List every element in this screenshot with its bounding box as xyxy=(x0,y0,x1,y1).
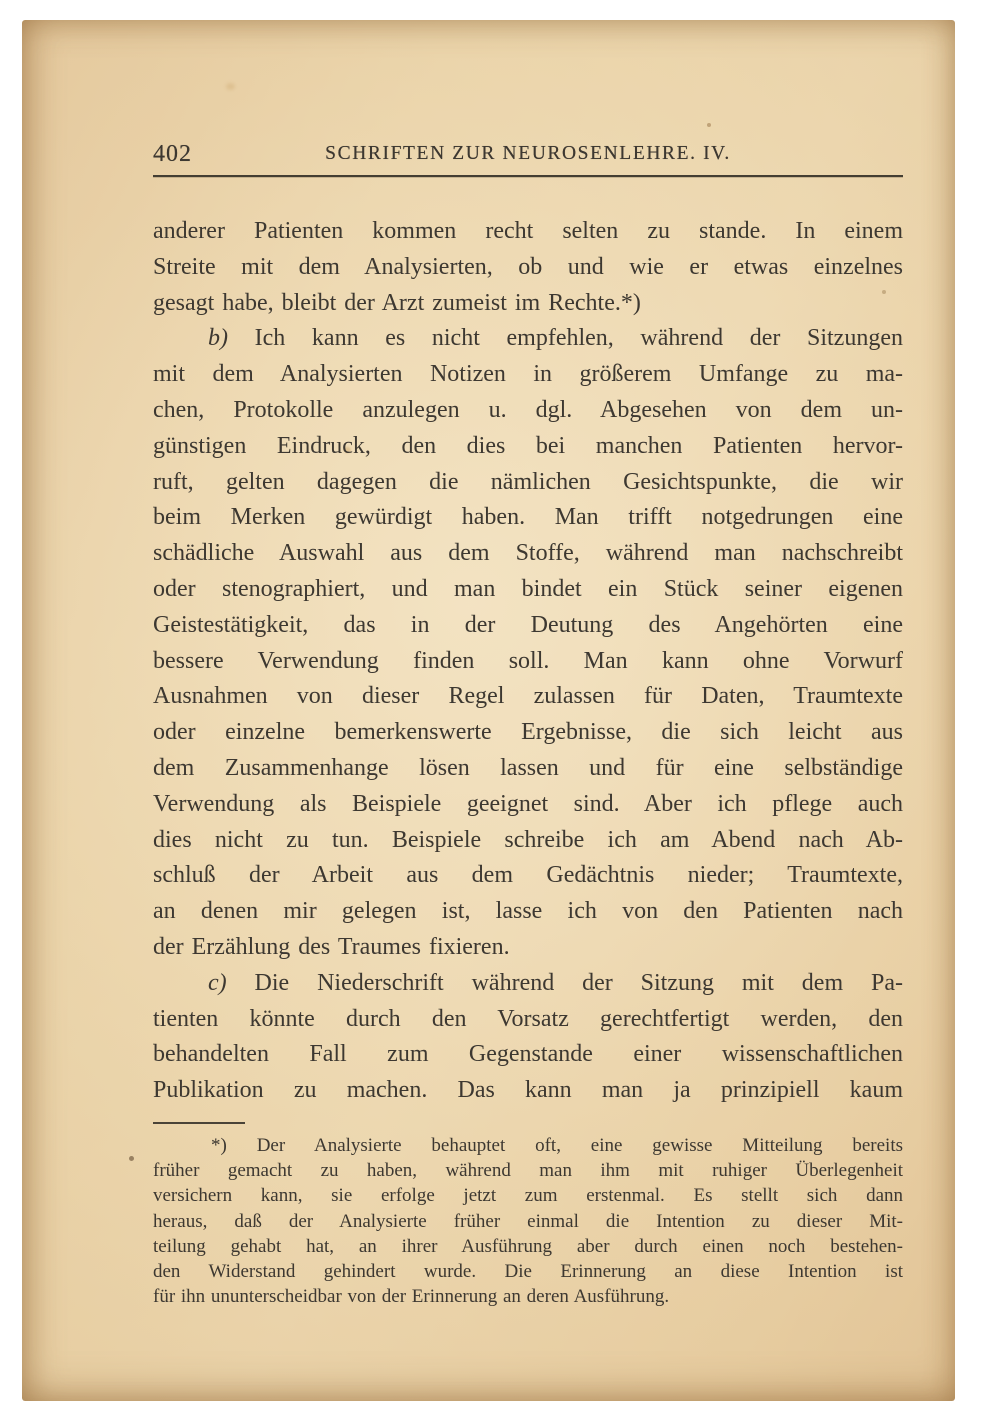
text-line: dem Zusammenhange lösen lassen und für eine selbständige xyxy=(153,754,903,781)
footnote xyxy=(153,1133,903,1309)
paper-stain xyxy=(129,1156,134,1161)
text-line: Geistestätigkeit, das in der Deutung des Angehörten eine xyxy=(153,611,903,638)
text-line: tienten könnte durch den Vorsatz gerechtfertigt werden, den xyxy=(153,1005,903,1032)
text-line: der Erzählung des Traumes fixieren. xyxy=(153,933,510,960)
footnote-marker: *) xyxy=(211,1134,257,1156)
page-content xyxy=(153,141,903,1309)
footnote-separator xyxy=(153,1122,245,1124)
text-line: c) Die Niederschrift während der Sitzung mit dem Pa- xyxy=(208,969,903,996)
paragraph-lead: b) xyxy=(208,325,255,352)
book-page xyxy=(22,20,955,1401)
text-line: für ihn ununterscheidbar von der Erinnerung an deren Ausführung. xyxy=(153,1286,670,1308)
text-line: beim Merken gewürdigt haben. Man trifft notgedrungen eine xyxy=(153,504,903,531)
text-line: *) Der Analysierte behauptet oft, eine gewisse Mitteilung bereits xyxy=(211,1134,904,1156)
running-title: SCHRIFTEN ZUR NEUROSENLEHRE. IV. xyxy=(325,143,731,164)
text-line: Streite mit dem Analysierten, ob und wie er etwas einzelnes xyxy=(153,253,903,280)
text-line: Verwendung als Beispiele geeignet sind. Aber ich pflege auch xyxy=(153,790,903,817)
paragraph-lead: c) xyxy=(208,969,255,996)
body-text xyxy=(153,214,903,1109)
text-line: Publikation zu machen. Das kann man ja prinzipiell kaum xyxy=(153,1077,903,1104)
text-line: behandelten Fall zum Gegenstande einer wissenschaftlichen xyxy=(153,1041,903,1068)
header-rule xyxy=(153,175,903,177)
paper-stain xyxy=(707,123,711,127)
text-line: chen, Protokolle anzulegen u. dgl. Abgesehen von dem un- xyxy=(153,396,903,423)
text-line: ruft, gelten dagegen die nämlichen Gesichtspunkte, die wir xyxy=(153,468,903,495)
text-line: Ausnahmen von dieser Regel zulassen für Daten, Traumtexte xyxy=(153,683,903,710)
text-line: gesagt habe, bleibt der Arzt zumeist im Rechte.*) xyxy=(153,289,641,316)
text-line: heraus, daß der Analysierte früher einmal die Intention zu dieser Mit- xyxy=(153,1210,903,1232)
text-line: an denen mir gelegen ist, lasse ich von den Patienten nach xyxy=(153,898,903,925)
text-line: oder einzelne bemerkenswerte Ergebnisse, die sich leicht aus xyxy=(153,719,903,746)
text-line: schädliche Auswahl aus dem Stoffe, während man nachschreibt xyxy=(153,540,903,567)
text-line: mit dem Analysierten Notizen in größerem Umfange zu ma- xyxy=(153,361,903,388)
text-line: versichern kann, sie erfolge jetzt zum erstenmal. Es stellt sich dann xyxy=(153,1185,903,1207)
text-line: früher gemacht zu haben, während man ihm mit ruhiger Überlegenheit xyxy=(153,1160,903,1182)
page-header xyxy=(153,141,903,167)
text-line: dies nicht zu tun. Beispiele schreibe ich am Abend nach Ab- xyxy=(153,826,903,853)
text-line: teilung gehabt hat, an ihrer Ausführung aber durch einen noch bestehen- xyxy=(153,1235,903,1257)
text-line: b) Ich kann es nicht empfehlen, während der Sitzungen xyxy=(208,325,903,352)
text-line: den Widerstand gehindert wurde. Die Erinnerung an diese Intention ist xyxy=(153,1260,903,1282)
paragraph xyxy=(153,966,903,1109)
text-line: günstigen Eindruck, den dies bei manchen Patienten hervor- xyxy=(153,432,903,459)
page-number: 402 xyxy=(153,141,192,167)
text-line: oder stenographiert, und man bindet ein Stück seiner eigenen xyxy=(153,575,903,602)
paper-stain xyxy=(226,83,235,90)
text-line: schluß der Arbeit aus dem Gedächtnis nieder; Traumtexte, xyxy=(153,862,903,889)
paragraph xyxy=(153,214,903,321)
text-line: anderer Patienten kommen recht selten zu stande. In einem xyxy=(153,218,903,244)
paragraph xyxy=(153,321,903,965)
text-line: bessere Verwendung finden soll. Man kann ohne Vorwurf xyxy=(153,647,903,674)
